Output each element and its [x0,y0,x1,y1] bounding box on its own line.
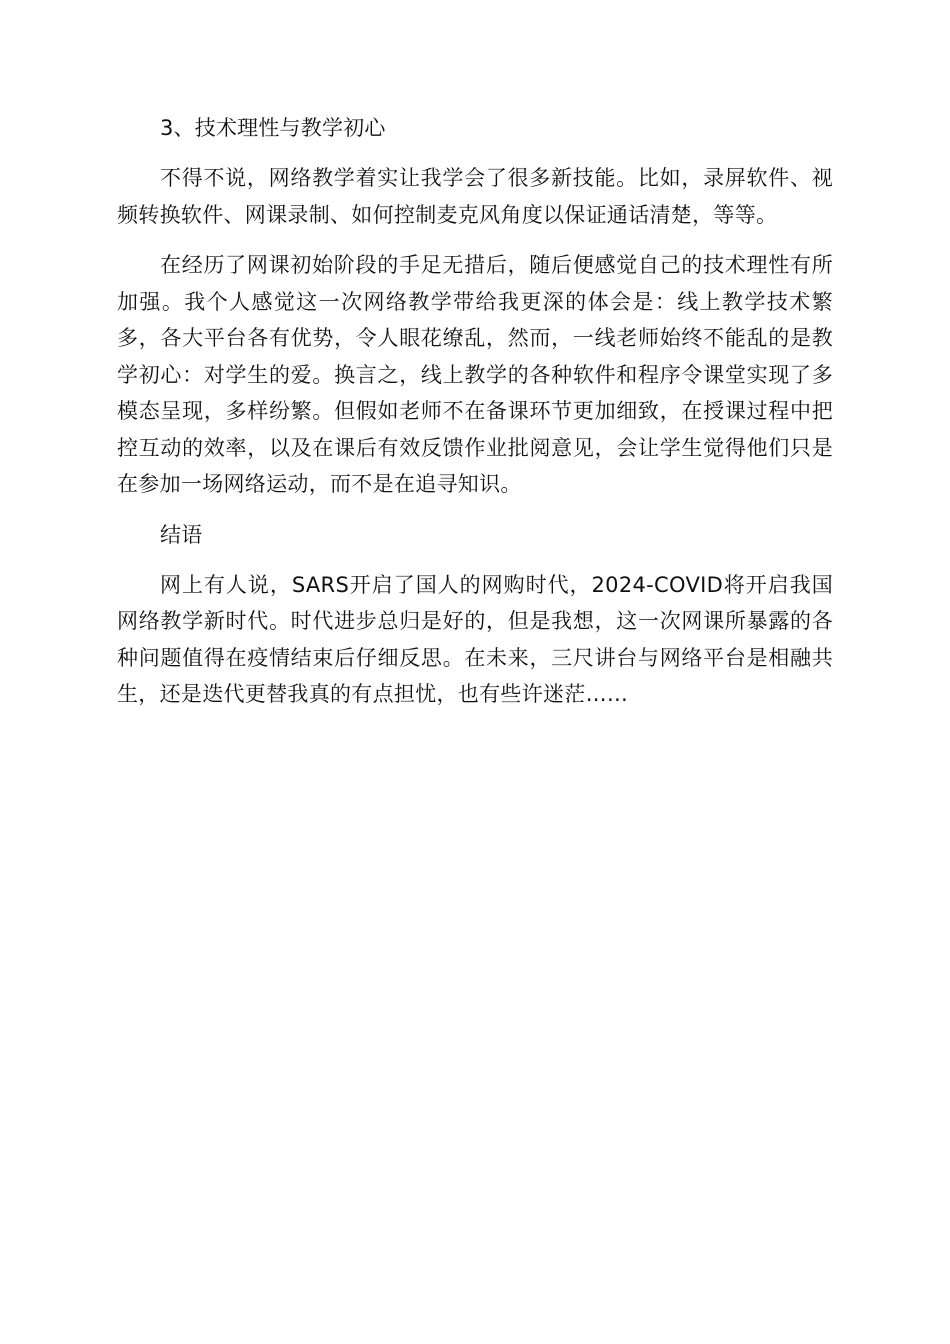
paragraph-conclusion: 网上有人说，SARS开启了国人的网购时代，2024-COVID将开启我国网络教学新时代。时代进步总归是好的，但是我想，这一次网课所暴露的各种问题值得在疫情结束后仔细反思。在未来，三尺讲台与网络平台是相融共生，还是迭代更替我真的有点担忧，也有些许迷茫…… [117,572,833,706]
section-heading: 3、技术理性与教学初心 [160,116,386,140]
paragraph-new-skills: 不得不说，网络教学着实让我学会了很多新技能。比如，录屏软件、视频转换软件、网课录制、如何控制麦克风角度以保证通话清楚，等等。 [117,166,833,227]
document-body [117,110,833,727]
conclusion-heading: 结语 [160,522,203,547]
paragraph-technical-rationality: 在经历了网课初始阶段的手足无措后，随后便感觉自己的技术理性有所加强。我个人感觉这一次网络教学带给我更深的体会是：线上教学技术繁多，各大平台各有优势，令人眼花缭乱，然而，一线老师始终不能乱的是教学初心：对学生的爱。换言之，线上教学的各种软件和程序令课堂实现了多模态呈现，多样纷繁。但假如老师不在备课环节更加细致，在授课过程中把控互动的效率，以及在课后有效反馈作业批阅意见，会让学生觉得他们只是在参加一场网络运动，而不是在追寻知识。 [117,253,833,496]
